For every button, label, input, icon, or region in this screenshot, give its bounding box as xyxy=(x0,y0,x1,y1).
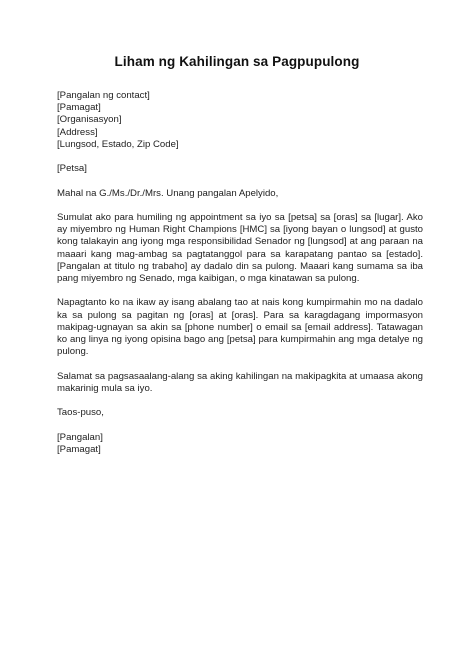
letter-body xyxy=(57,90,423,456)
paragraph-request: Sumulat ako para humiling ng appointment sa iyo sa [petsa] sa [oras] sa [lugar]. Ako ay miyembro ng Human Right Champions [HMC] sa [iyong bayan o lungsod] at gusto kong talakayin ang iyong mga responsibilidad Senador ng [lungsod] at ang paraan na maaari kang mag-ambag sa pagtatanggol para sa karapatang pantao sa [estado]. [Pangalan at titulo ng trabaho] ay dadalo din sa pulong. Maaari kang sumama sa iba pang miyembro ng Senado, mga kaibigan, o mga kinatawan sa pulong. xyxy=(57,211,423,284)
letter-date: [Petsa] xyxy=(57,163,87,175)
paragraph-thanks: Salamat sa pagsasaalang-alang sa aking kahilingan na makipagkita at umaasa akong makarinig mula sa iyo. xyxy=(57,370,423,394)
contact-city-state-zip: [Lungsod, Estado, Zip Code] xyxy=(57,138,179,150)
signature-block xyxy=(57,432,423,456)
salutation: Mahal na G./Ms./Dr./Mrs. Unang pangalan Apelyido, xyxy=(57,187,279,199)
contact-address: [Address] xyxy=(57,126,98,138)
closing: Taos-puso, xyxy=(57,407,104,419)
signature-title: [Pamagat] xyxy=(57,443,101,455)
signature-name: [Pangalan] xyxy=(57,431,103,443)
letter-title: Liham ng Kahilingan sa Pagpupulong xyxy=(114,54,360,69)
contact-name: [Pangalan ng contact] xyxy=(57,90,150,101)
paragraph-confirmation: Napagtanto ko na ikaw ay isang abalang tao at nais kong kumpirmahin mo na dadalo ka sa pulong sa pagitan ng [oras] at [oras]. Para sa karagdagang impormasyon makipag-ugnayan sa akin sa [phone number] o email sa [email address]. Tatawagan ko ang linya ng iyong opisina bago ang [petsa] para kumpirmahin ang mga detalye ng pulong. xyxy=(57,297,423,358)
contact-block xyxy=(57,90,423,151)
contact-organization: [Organisasyon] xyxy=(57,114,122,126)
contact-title: [Pamagat] xyxy=(57,102,101,114)
